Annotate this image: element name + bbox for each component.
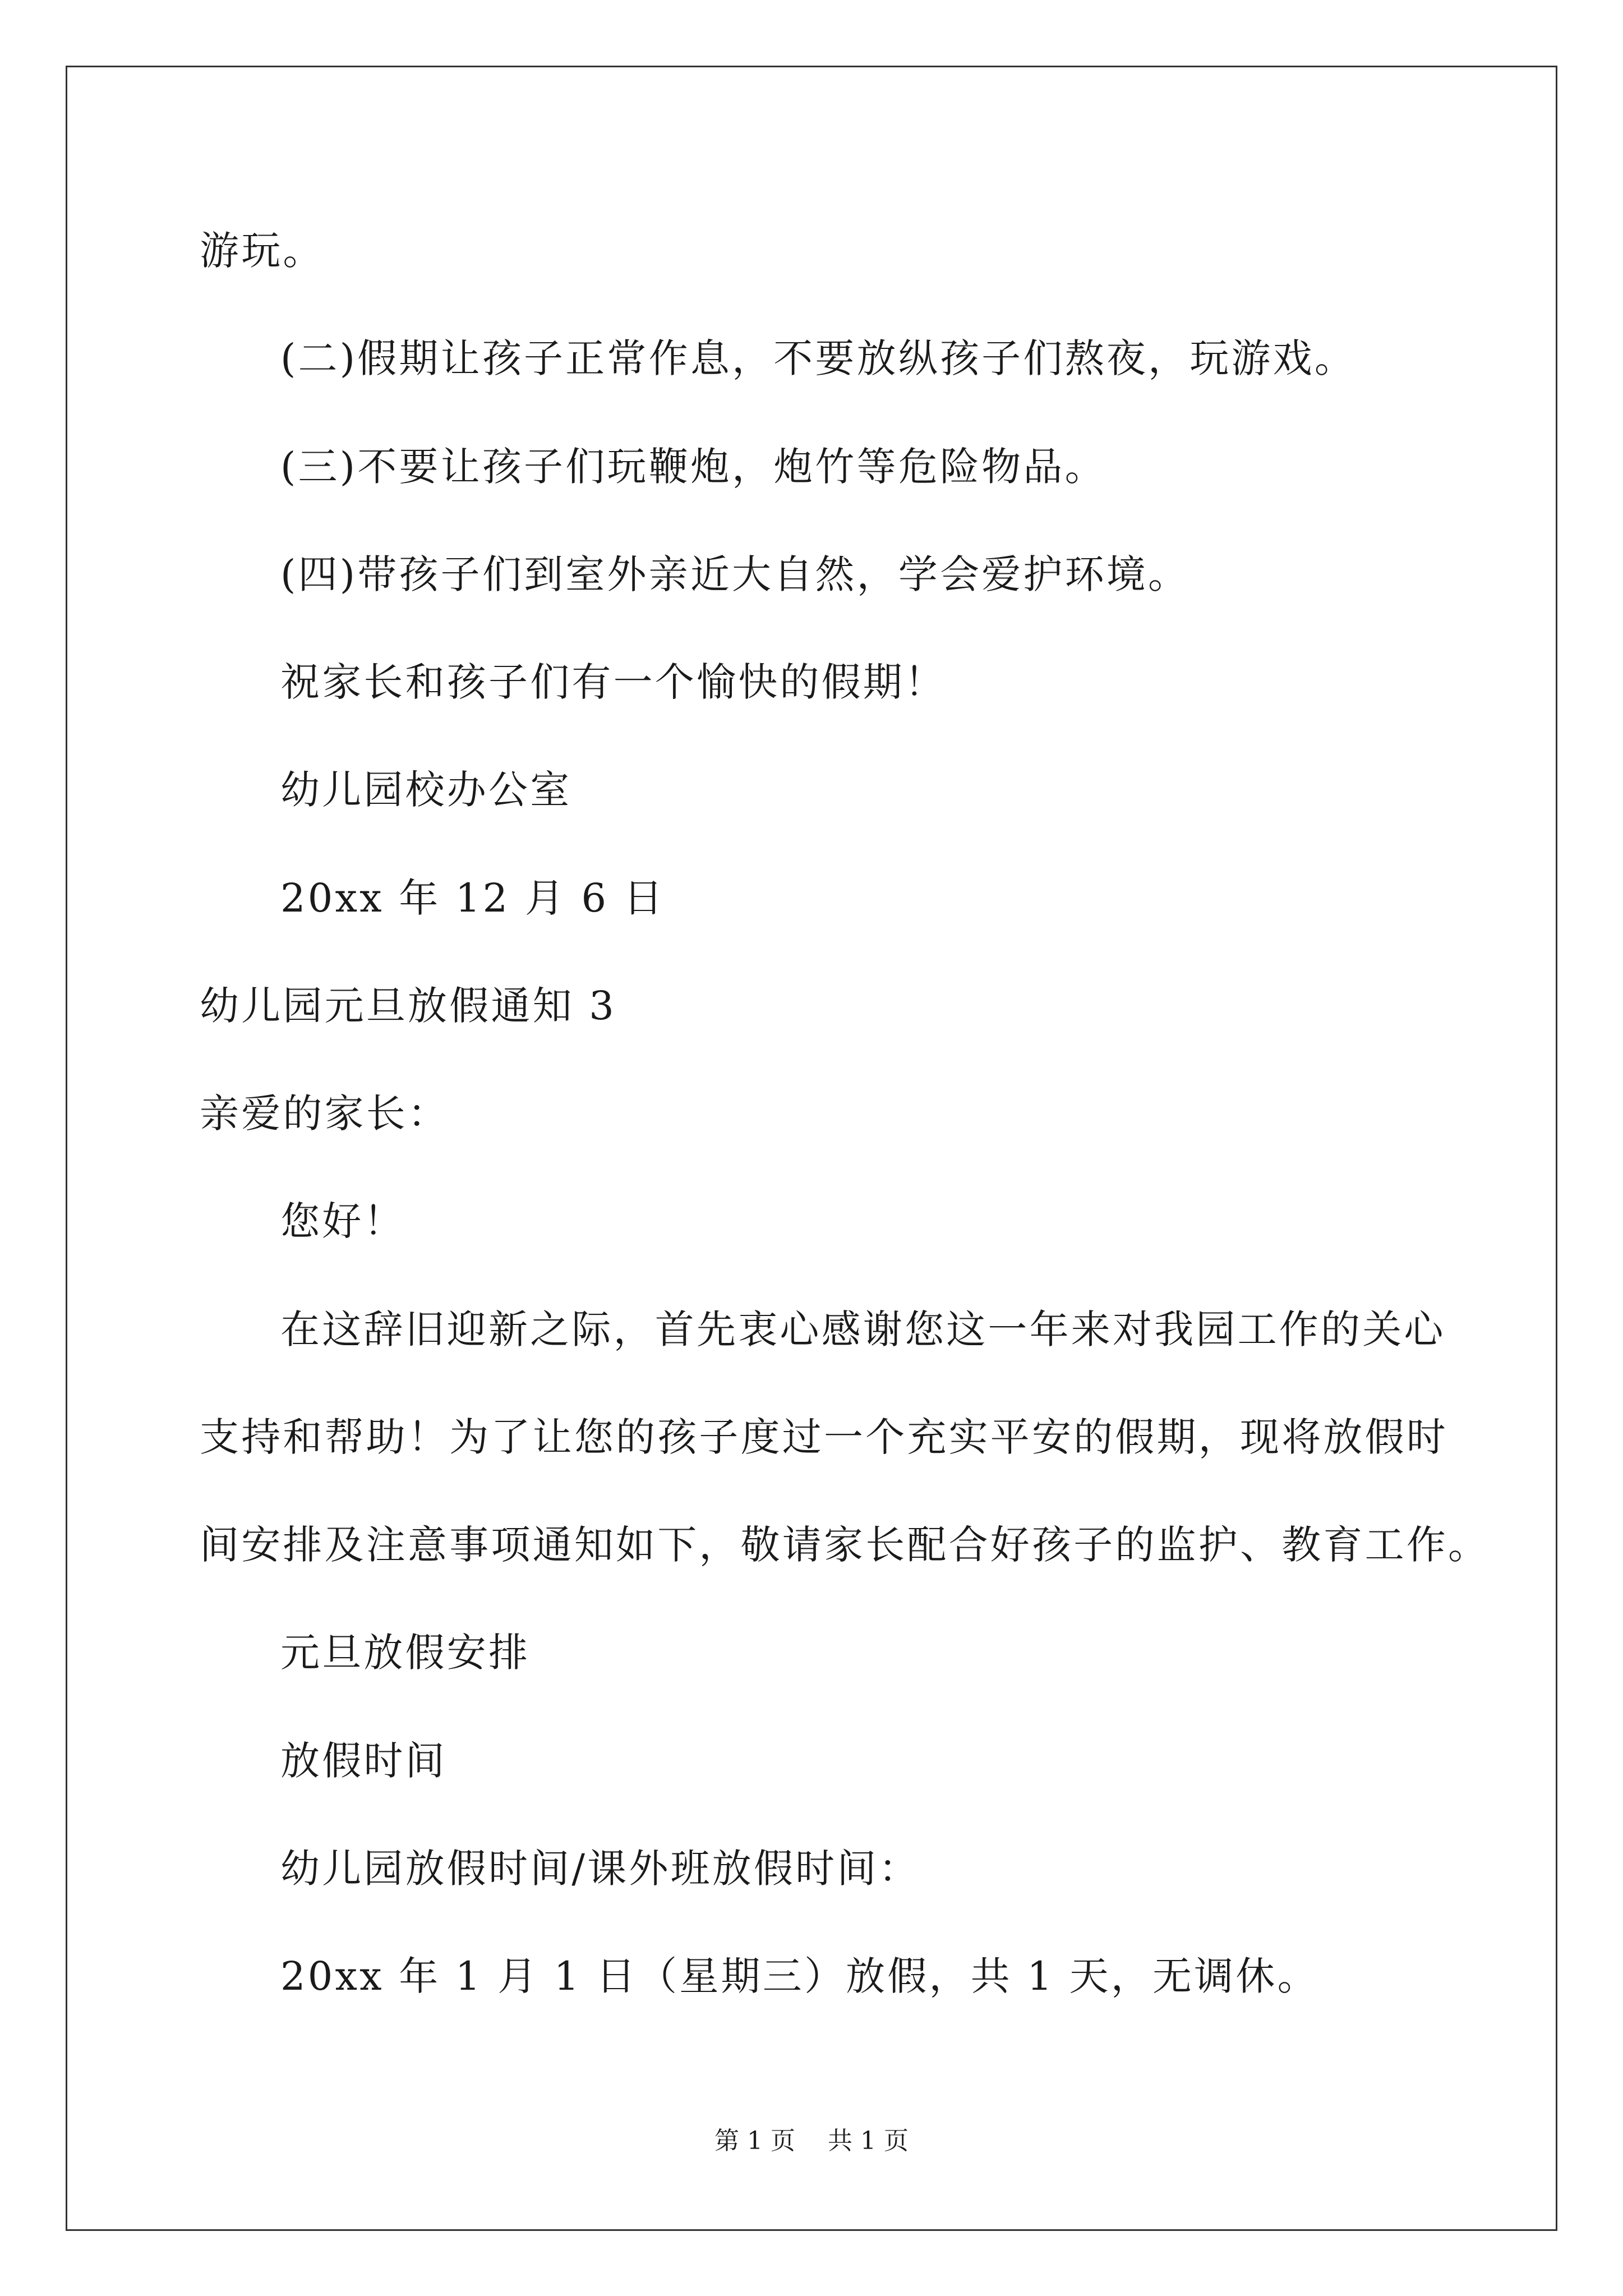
body-line: (二)假期让孩子正常作息，不要放纵孩子们熬夜，玩游戏。 [280,335,1357,381]
page-border [66,66,1557,2231]
body-line: 幼儿园放假时间/课外班放假时间： [280,1846,920,1892]
body-line: 20xx 年 1 月 1 日（星期三）放假，共 1 天，无调休。 [280,1953,1319,1999]
page-number: 第 1 页 共 1 页 [714,2127,909,2155]
body-line: 支持和帮助！为了让您的孩子度过一个充实平安的假期，现将放假时 [200,1414,1448,1460]
body-line: (三)不要让孩子们玩鞭炮，炮竹等危险物品。 [280,444,1106,490]
body-line: 祝家长和孩子们有一个愉快的假期！ [280,659,947,705]
body-line: 间安排及注意事项通知如下，敬请家长配合好孩子的监护、教育工作。 [200,1522,1490,1568]
salutation: 亲爱的家长： [200,1091,450,1137]
body-line: (四)带孩子们到室外亲近大自然，学会爱护环境。 [280,551,1190,597]
subheading: 放假时间 [280,1738,447,1784]
signature-date: 20xx 年 12 月 6 日 [280,875,665,921]
subheading: 元旦放假安排 [280,1630,531,1676]
section-title: 幼儿园元旦放假通知 3 [200,983,616,1029]
signature-org: 幼儿园校办公室 [280,767,572,813]
body-line: 在这辞旧迎新之际，首先衷心感谢您这一年来对我园工作的关心 [280,1306,1446,1352]
greeting: 您好！ [280,1198,405,1244]
body-line: 游玩。 [200,228,325,274]
